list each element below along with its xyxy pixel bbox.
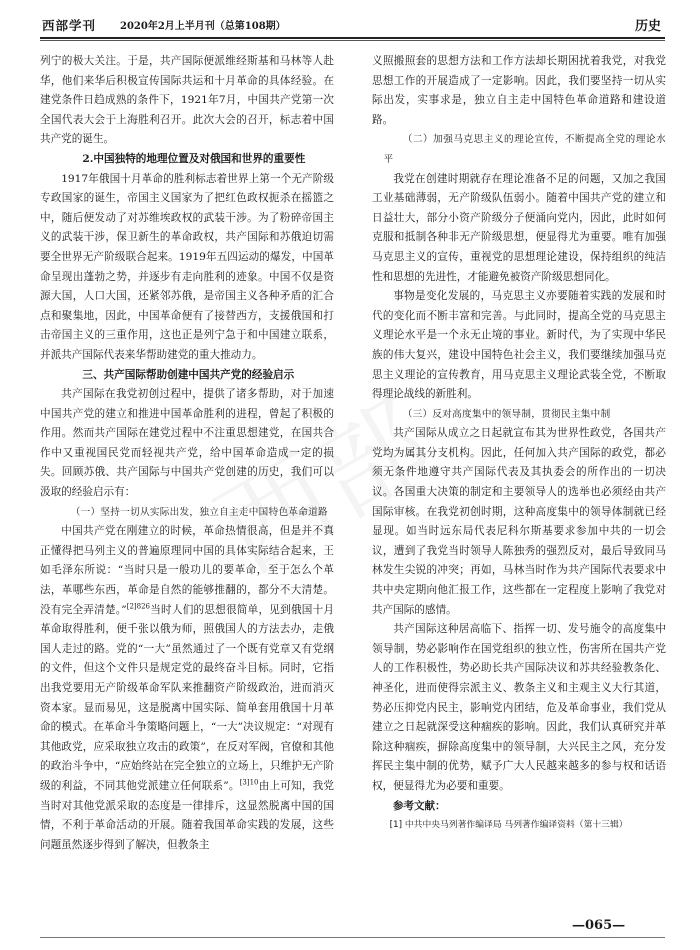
paragraph: 共产国际从成立之日起就宣布其为世界性政党，各国共产党均为属其分支机构。因此，任何加入共产国际的政党，都必须无条件地遵守共产国际代表及其执委会的所作出的一切决议。各国重大决策的制定和主要领导人的选举也必须经由共产国际审核。在我党初创时期，这种高度集中的领导体制就已经显现。如当时远东局代表尼科尔斯基要求参加中共的一切会议，遭到了我党当时领导人陈独秀的强烈反对，最后导致同马林发生尖锐的冲突；再如，马林当时作为共产国际代表要求中共中央定期向他汇报工作，这些都在一定程度上影响了我党对共产国际的感情。: [372, 427, 666, 616]
section-heading: 三、共产国际帮助创建中国共产党的经验启示: [82, 368, 295, 381]
paragraph-text: 中国共产党在刚建立的时候，革命热情很高，但是并不真正懂得把马列主义的普遍原理同中国的具体实际结合起来，王如毛泽东所说：“当时只是一般功儿的要革命，至于怎么个革法，革哪些东西，革命是自然的能够推翻的，都分不大清楚。没有完全弄清楚。”: [40, 525, 334, 616]
right-column: [372, 52, 666, 836]
header-rule-thin: [40, 40, 665, 41]
header-rule: [40, 37, 665, 39]
subsection-heading: （三）反对高度集中的领导制，贯彻民主集中制: [402, 408, 611, 420]
paragraph: 共产国际这种居高临下、指挥一切、发号施令的高度集中领导制，势必影响作在国党组织的独立性，伤害所在国共产党人的工作积极性，势必助长共产国际决议和苏共经验教条化、神圣化，进而使得宗派主义、教条主义和主观主义大行其道，势必压抑党内民主，影响党内团结，危及革命事业，我们党从建立之日起就深受这种痼疾的影响。因此，我们认真研究并革除这种痼疾，摒除高度集中的领导制，大兴民主之风，充分发挥民主集中制的优势，赋予广大人民越来越多的参与权和话语权，便显得尤为必要和重要。: [372, 623, 666, 792]
citation: [2]826: [126, 602, 150, 611]
references-title: 参考文献：: [393, 799, 446, 812]
page-number: —065—: [572, 918, 626, 933]
paragraph: 1917年俄国十月革命的胜利标志着世界上第一个无产阶级专政国家的诞生，帝国主义国家为了把红色政权扼杀在摇篮之中，随后便发动了对苏维埃政权的武装干涉。为了粉碎帝国主义的武装干涉，保卫新生的革命政权，共产国际和苏俄迫切需要全世界无产阶级联合起来。1919年五四运动的爆发，中国革命呈现出蓬勃之势，并逐步有走向胜利的迹象。中国不仅是资源大国，人口大国，还紧邻苏俄，是帝国主义各种矛盾的汇合点和聚集地，因此，中国革命便有了接替西方，支援俄国和打击帝国主义的三重作用，这也正是列宁急于和中国建立联系，并派共产国际代表来华帮助建党的重大推动力。: [40, 172, 334, 361]
subheading: 2.中国独特的地理位置及对俄国和世界的重要性: [82, 152, 306, 165]
journal-title: 西部学刊: [42, 18, 97, 33]
left-column: [40, 52, 334, 855]
issue-info: 2020年2月上半月刊（总第108期）: [120, 21, 286, 32]
paragraph: 列宁的极大关注。于是，共产国际便派维经斯基和马林等人赴华，他们来华后积极宣传国际共运和十月革命的具体经验。在建党条件日趋成熟的条件下，1921年7月，中国共产党第一次全国代表大会于上海胜利召开。此次大会的召开，标志着中国共产党的诞生。: [40, 55, 334, 146]
paragraph: [40, 522, 334, 855]
reference-item: [1] 中共中央马列著作编译局 马列著作编译资料（第十三辑）: [389, 820, 628, 831]
subsection-heading: （一）坚持一切从实际出发，独立自主走中国特色革命道路: [70, 506, 328, 518]
paragraph: 共产国际在我党初创过程中，提供了诸多帮助，对于加速中国共产党的建立和推进中国革命胜利的进程，曾起了积极的作用。然而共产国际在建党过程中不注重思想建党，在国共合作中又重视国民党而轻视共产党，给中国革命造成一定的损失。回顾苏俄、共产国际与中国共产党创建的历史，我们可以汲取的经验启示有：: [40, 388, 334, 499]
paragraph: 我党在创建时期就存在理论准备不足的问题，又加之我国工业基础薄弱，无产阶级队伍弱小。随着中国共产党的建立和日益壮大，部分小资产阶级分子便涌向党内，因此，此时如何克服和抵制各种非无产阶级思想，便显得尤为重要。唯有加强马克思主义的宣传，重视党的思想理论建设，保持组织的纯洁性和思想的先进性，才能避免被资产阶级思想同化。: [372, 172, 666, 283]
paragraph: 义照搬照套的思想方法和工作方法却长期困扰着我党，对我党思想工作的开展造成了一定影响。因此，我们要坚持一切从实际出发，实事求是，独立自主走中国特色革命道路和建设道路。: [372, 55, 666, 126]
subsection-heading: （二）加强马克思主义的理论宣传，不断提高全党的理论水平: [383, 134, 666, 165]
footer-rule: [40, 937, 665, 938]
page-header: [40, 14, 665, 36]
paragraph: 事物是变化发展的，马克思主义亦要随着实践的发展和时代的变化而不断丰富和完善。与此同时，提高全党的马克思主义理论水平是一个永无止境的事业。新时代，为了实现中华民族的伟大复兴，建设中国特色社会主义，我们要继续加强马克思主义理论的宣传教育，用马克思主义理论武装全党，不断取得理论战线的新胜利。: [372, 290, 666, 401]
paragraph-text: 当时人们的思想很简单，见到俄国十月革命取得胜利，便千张以俄为师，照俄国人的方法去办，走俄国人走过的路。党的“一大”虽然通过了一个既有党章又有党纲的文件，但这个文件只是规定党的最终奋斗目标。同时，它指出我党要用无产阶级革命军队来推翻资产阶级政治，进而消灭资本家。显而易见，这是脱离中国实际、简单套用俄国十月革命的模式。在革命斗争策略问题上，“一大”决议规定：“对现有其他政党，应采取独立攻击的政策”，在反对军阀，官僚和其他的政治斗争中，“应始终站在完全独立的立场上，只维护无产阶级的利益，不同其他党派建立任何联系”。: [40, 603, 335, 792]
citation: [3]10: [239, 778, 259, 787]
section-label: 历史: [634, 19, 661, 34]
paragraph-text: 由上可知，我党当时对其他党派采取的态度是一律排斥，这显然脱离中国的国情，不利于革命活动的开展。随着我国革命实践的发展，这些问题虽然逐步得到了解决，但教条主: [40, 779, 334, 851]
